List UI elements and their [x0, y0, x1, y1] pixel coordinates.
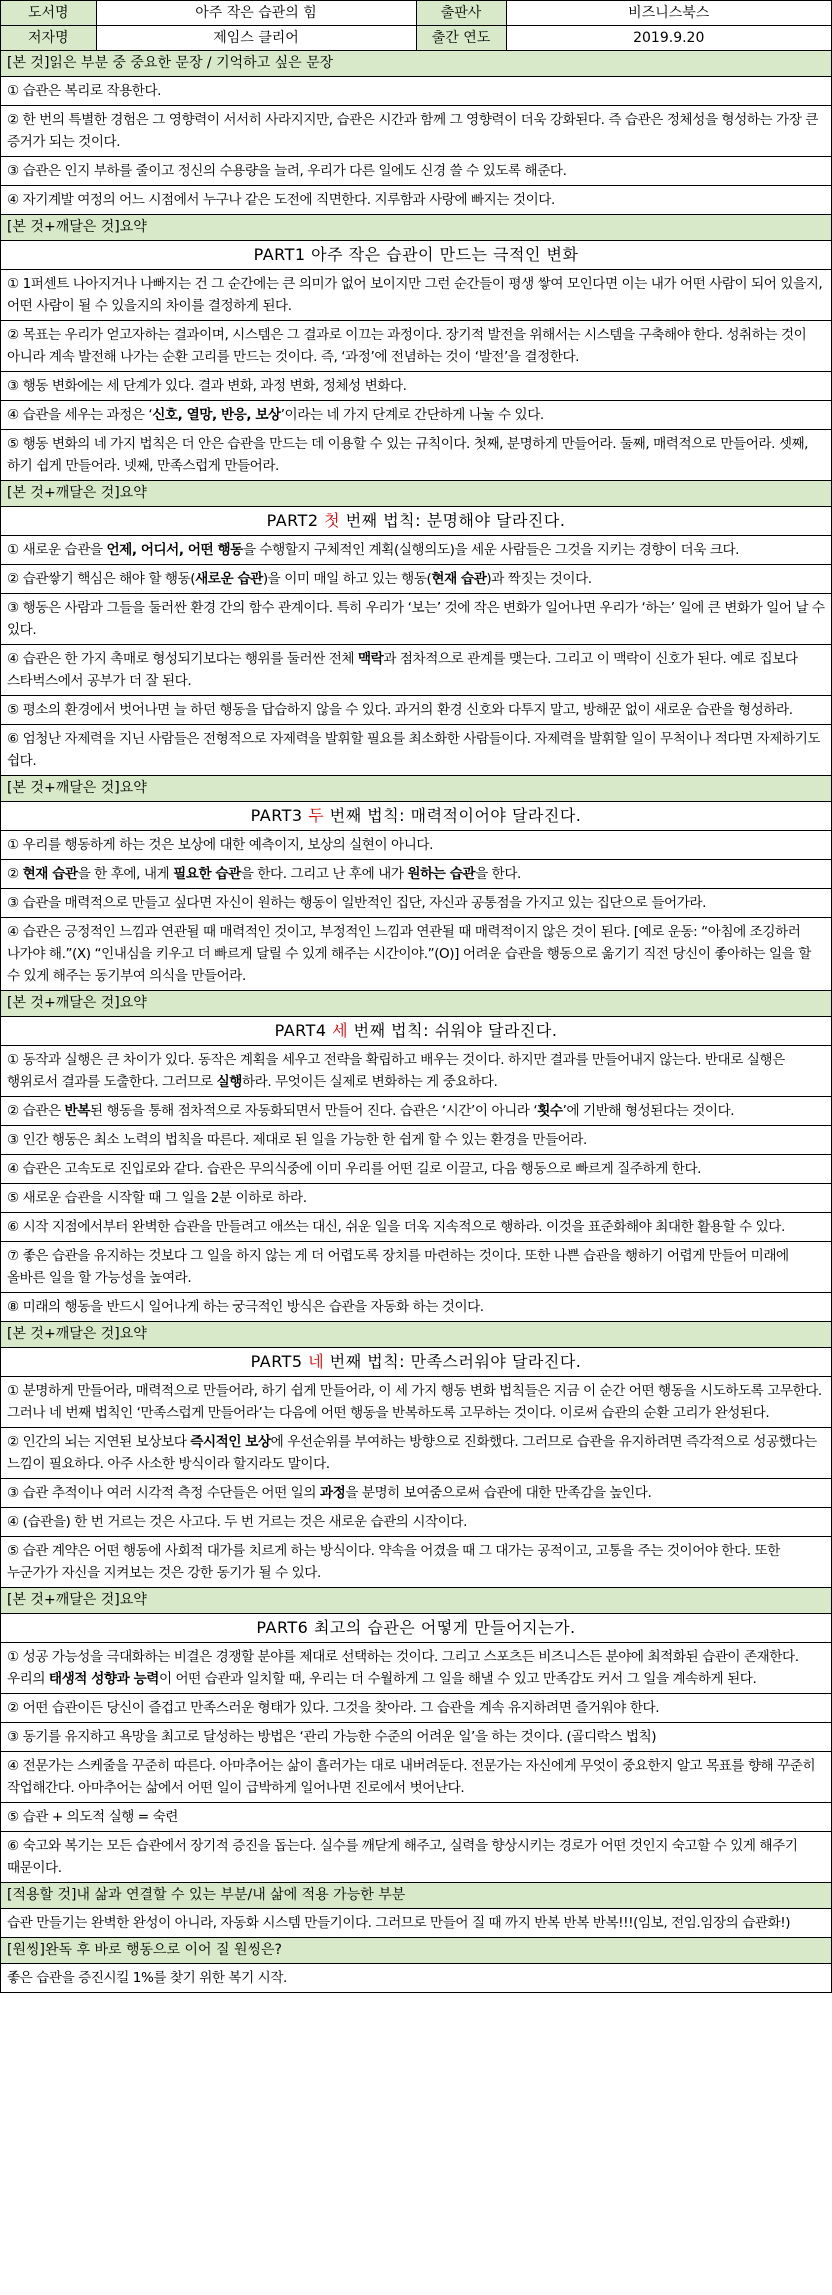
- list-item: ④ 습관은 고속도로 진입로와 같다. 습관은 무의식중에 이미 우리를 어떤 길로 이끌고, 다음 행동으로 빠르게 질주하게 한다.: [1, 1155, 831, 1184]
- section-header-summary: [본 것+깨달은 것]요약: [1, 481, 831, 507]
- item-text: 하라. 무엇이든 실제로 변화하는 게 중요하다.: [241, 1074, 498, 1090]
- title-text: 번째 법칙: 만족스러워야 달라진다.: [324, 1352, 582, 1371]
- list-item: [1, 1428, 831, 1479]
- section-header-summary: [본 것+깨달은 것]요약: [1, 1588, 831, 1614]
- item-emphasis: 태생적 성향과 능력: [48, 1671, 159, 1687]
- list-item: ① 분명하게 만들어라, 매력적으로 만들어라, 하기 쉽게 만들어라, 이 세 가지 행동 변화 법칙들은 지금 이 순간 어떤 행동을 시도하도록 고무한다. 그러나 네 번째 법칙인 ‘만족스럽게 만들어라’는 다음에 어떤 행동을 반복하도록 고무하는 것이다. 이로써 습관의 순환 고리가 완성된다.: [1, 1377, 831, 1428]
- item-emphasis: 새로운 습관: [195, 571, 263, 587]
- list-item: ① 우리를 행동하게 하는 것은 보상에 대한 예측이지, 보상의 실현이 아니다.: [1, 831, 831, 860]
- item-text: ’에 기반해 형성된다는 것이다.: [562, 1103, 735, 1119]
- item-text: 을 한 후에, 내게: [77, 866, 174, 882]
- publisher-label: 출판사: [416, 1, 506, 26]
- title-text: PART3: [250, 806, 309, 825]
- list-item: [1, 645, 831, 696]
- list-item: [1, 401, 831, 430]
- item-text: 에 우선순위를 부여하는 방향으로 진화했다. 그러므로 습관을 유지하려면 즉각적으로 성공했다는 느낌이 필요하다. 아주 사소한 방식이라 할지라도 말이다.: [7, 1434, 817, 1472]
- list-item: ② 한 번의 특별한 경험은 그 영향력이 서서히 사라지지만, 습관은 시간과 함께 그 영향력이 더욱 강화된다. 즉 습관은 정체성을 형성하는 가장 큰 증거가 되는 것이다.: [1, 106, 831, 157]
- list-item: ⑤ 습관 + 의도적 실행 = 숙련: [1, 1803, 831, 1832]
- item-emphasis: 신호, 열망, 반응, 보상: [152, 407, 281, 423]
- list-item: ⑥ 시작 지점에서부터 완벽한 습관을 만들려고 애쓰는 대신, 쉬운 일을 더욱 지속적으로 행하라. 이것을 표준화해야 최대한 활용할 수 있다.: [1, 1213, 831, 1242]
- item-text: ① 동작과 실행은 큰 차이가 있다. 동작은 계획을 세우고 전략을 확립하고 배우는 것이다. 하지만 결과를 만들어내지 않는다. 반대로 실행은 행위로서 결과를 도출한다. 그러므로: [7, 1052, 785, 1090]
- item-text: 이 어떤 습관과 일치할 때, 우리는 더 수월하게 그 일을 해낼 수 있고 만족감도 커서 그 일을 계속하게 된다.: [158, 1671, 757, 1687]
- item-emphasis: 반복: [64, 1103, 90, 1119]
- list-item: ③ 행동은 사람과 그들을 둘러싼 환경 간의 함수 관계이다. 특히 우리가 ‘보는’ 것에 작은 변화가 일어나면 우리가 ‘하는’ 일에 큰 변화가 일어 날 수 있다.: [1, 594, 831, 645]
- list-item: ② 목표는 우리가 얻고자하는 결과이며, 시스템은 그 결과로 이끄는 과정이다. 장기적 발전을 위해서는 시스템을 구축해야 한다. 성취하는 것이 아니라 계속 발전해 나가는 순환 고리를 만드는 것이다. 즉, ‘과정’에 전념하는 것이 ‘발전’을 결정한다.: [1, 321, 831, 372]
- item-text: ① 성공 가능성을 극대화하는 비결은 경쟁할 분야를 제대로 선택하는 것이다. 그리고 스포츠든 비즈니스든 분야에 최적화된 습관이 존재한다. 우리의: [7, 1649, 799, 1687]
- book-info-row: [1, 1, 831, 26]
- section-header-summary: [본 것+깨달은 것]요약: [1, 1322, 831, 1348]
- item-emphasis: 현재 습관: [22, 866, 78, 882]
- list-item: ③ 습관은 인지 부하를 줄이고 정신의 수용량을 늘려, 우리가 다른 일에도 신경 쓸 수 있도록 해준다.: [1, 157, 831, 186]
- list-item: ③ 동기를 유지하고 욕망을 최고로 달성하는 방법은 ‘관리 가능한 수준의 어려운 일’을 하는 것이다. (골디락스 법칙): [1, 1723, 831, 1752]
- section-header-key-sentences: [본 것]읽은 부분 중 중요한 문장 / 기억하고 싶은 문장: [1, 51, 831, 77]
- item-text: ③ 습관 추적이나 여러 시각적 측정 수단들은 어떤 일의: [7, 1485, 320, 1501]
- item-emphasis: 현재 습관: [431, 571, 487, 587]
- list-item: [1, 565, 831, 594]
- list-item: [1, 536, 831, 565]
- part1-title: PART1 아주 작은 습관이 만드는 극적인 변화: [1, 241, 831, 270]
- item-text: ②: [7, 866, 23, 882]
- item-emphasis: 과정: [319, 1485, 346, 1501]
- item-text: ① 새로운 습관을: [7, 542, 107, 558]
- item-text: ④ 습관을 세우는 과정은 ‘: [7, 407, 153, 423]
- title-text: 번째 법칙: 분명해야 달라진다.: [340, 511, 566, 530]
- list-item: ③ 습관을 매력적으로 만들고 싶다면 자신이 원하는 행동이 일반적인 집단, 자신과 공통점을 가지고 있는 집단으로 들어가라.: [1, 889, 831, 918]
- item-text: 된 행동을 통해 점차적으로 자동화되면서 만들어 진다. 습관은 ‘시간’이 아니라 ‘: [89, 1103, 538, 1119]
- book-title: 아주 작은 습관의 힘: [96, 1, 416, 26]
- list-item: ④ (습관을) 한 번 거르는 것은 사고다. 두 번 거르는 것은 새로운 습관의 시작이다.: [1, 1508, 831, 1537]
- list-item: ① 습관은 복리로 작용한다.: [1, 77, 831, 106]
- list-item: ④ 자기계발 여정의 어느 시점에서 누구나 같은 도전에 직면한다. 지루함과 사랑에 빠지는 것이다.: [1, 186, 831, 215]
- item-emphasis: 즉시적인 보상: [190, 1434, 271, 1450]
- item-text: )을 이미 매일 하고 있는 행동(: [262, 571, 432, 587]
- year-value: 2019.9.20: [506, 26, 831, 51]
- item-emphasis: 실행: [216, 1074, 242, 1090]
- section-header-summary: [본 것+깨달은 것]요약: [1, 991, 831, 1017]
- section-header-summary: [본 것+깨달은 것]요약: [1, 215, 831, 241]
- list-item: ④ 습관은 긍정적인 느낌과 연관될 때 매력적인 것이고, 부정적인 느낌과 연관될 때 매력적이지 않은 것이 된다. [예로 운동: “아침에 조깅하러 나가야 해.”(X) “인내심을 키우고 더 빠르게 달릴 수 있게 해주는 시간이야.”(O)] 어려운 습관을 행동으로 옮기기 직전 당신이 좋아하는 일을 할 수 있게 해주는 동기부여 의식을 만들어라.: [1, 918, 831, 991]
- one-thing-text: 좋은 습관을 증진시킬 1%를 찾기 위한 복기 시작.: [1, 1964, 831, 1993]
- item-text: ④ 습관은 한 가지 촉매로 형성되기보다는 행위를 둘러싼 전체: [7, 651, 358, 667]
- title-ordinal: 두: [308, 806, 325, 825]
- title-text: PART2: [266, 511, 325, 530]
- item-text: 을 분명히 보여줌으로써 습관에 대한 만족감을 높인다.: [345, 1485, 652, 1501]
- title-text: 번째 법칙: 쉬워야 달라진다.: [348, 1021, 558, 1040]
- item-emphasis: 횟수: [537, 1103, 563, 1119]
- list-item: ⑤ 새로운 습관을 시작할 때 그 일을 2분 이하로 하라.: [1, 1184, 831, 1213]
- year-label: 출간 연도: [416, 26, 506, 51]
- list-item: [1, 860, 831, 889]
- title-ordinal: 첫: [324, 511, 341, 530]
- item-text: ② 습관쌓기 핵심은 해야 할 행동(: [7, 571, 196, 587]
- list-item: [1, 1097, 831, 1126]
- author-label: 저자명: [1, 26, 96, 51]
- list-item: ④ 전문가는 스케줄을 꾸준히 따른다. 아마추어는 삶이 흘러가는 대로 내버려둔다. 전문가는 자신에게 무엇이 중요한지 알고 목표를 향해 꾸준히 작업해간다. 아마추어는 삶에서 어떤 일이 급박하게 일어나면 진로에서 벗어난다.: [1, 1752, 831, 1803]
- list-item: ⑤ 행동 변화의 네 가지 법칙은 더 안은 습관을 만드는 데 이용할 수 있는 규칙이다. 첫째, 분명하게 만들어라. 둘째, 매력적으로 만들어라. 셋째, 하기 쉽게 만들어라. 넷째, 만족스럽게 만들어라.: [1, 430, 831, 481]
- list-item: ③ 행동 변화에는 세 단계가 있다. 결과 변화, 과정 변화, 정체성 변화다.: [1, 372, 831, 401]
- apply-text: 습관 만들기는 완벽한 완성이 아니라, 자동화 시스템 만들기이다. 그러므로 만들어 질 때 까지 반복 반복 반복!!!(임보, 전임.임장의 습관화!): [1, 1909, 831, 1938]
- title-text: PART4: [274, 1021, 333, 1040]
- list-item: [1, 1479, 831, 1508]
- item-emphasis: 언제, 어디서, 어떤 행동: [106, 542, 243, 558]
- part2-title: [1, 507, 831, 536]
- list-item: ② 어떤 습관이든 당신이 즐겁고 만족스러운 형태가 있다. 그것을 찾아라. 그 습관을 계속 유지하려면 즐거워야 한다.: [1, 1694, 831, 1723]
- list-item: ⑤ 습관 계약은 어떤 행동에 사회적 대가를 치르게 하는 방식이다. 약속을 어겼을 때 그 대가는 공적이고, 고통을 주는 것이어야 한다. 또한 누군가가 자신을 지켜보는 것은 강한 동기가 될 수 있다.: [1, 1537, 831, 1588]
- list-item: ⑧ 미래의 행동을 반드시 일어나게 하는 궁극적인 방식은 습관을 자동화 하는 것이다.: [1, 1293, 831, 1322]
- title-label: 도서명: [1, 1, 96, 26]
- list-item: ⑤ 평소의 환경에서 벗어나면 늘 하던 행동을 답습하지 않을 수 있다. 과거의 환경 신호와 다투지 말고, 방해꾼 없이 새로운 습관을 형성하라.: [1, 696, 831, 725]
- title-ordinal: 세: [332, 1021, 349, 1040]
- section-header-apply: [적용할 것]내 삶과 연결할 수 있는 부분/내 삶에 적용 가능한 부분: [1, 1883, 831, 1909]
- part6-title: PART6 최고의 습관은 어떻게 만들어지는가.: [1, 1614, 831, 1643]
- item-text: 을 수행할지 구체적인 계획(실행의도)을 세운 사람들은 그것을 지키는 경향이 더욱 크다.: [242, 542, 740, 558]
- list-item: [1, 1643, 831, 1694]
- title-text: 번째 법칙: 매력적이어야 달라진다.: [324, 806, 582, 825]
- publisher-value: 비즈니스북스: [506, 1, 831, 26]
- title-ordinal: 네: [308, 1352, 325, 1371]
- item-text: ② 인간의 뇌는 지연된 보상보다: [7, 1434, 191, 1450]
- section-header-summary: [본 것+깨달은 것]요약: [1, 776, 831, 802]
- item-text: 을 한다. 그리고 난 후에 내가: [240, 866, 408, 882]
- list-item: [1, 1046, 831, 1097]
- list-item: ⑥ 엄청난 자제력을 지닌 사람들은 전형적으로 자제력을 발휘할 필요를 최소화한 사람들이다. 자제력을 발휘할 일이 무척이나 적다면 자제하기도 쉽다.: [1, 725, 831, 776]
- list-item: ① 1퍼센트 나아지거나 나빠지는 건 그 순간에는 큰 의미가 없어 보이지만 그런 순간들이 평생 쌓여 모인다면 이는 내가 어떤 사람이 되어 있을지, 어떤 사람이 될 수 있을지의 차이를 결정하게 된다.: [1, 270, 831, 321]
- title-text: PART5: [250, 1352, 309, 1371]
- list-item: ③ 인간 행동은 최소 노력의 법칙을 따른다. 제대로 된 일을 가능한 한 쉽게 할 수 있는 환경을 만들어라.: [1, 1126, 831, 1155]
- item-emphasis: 필요한 습관: [173, 866, 241, 882]
- section-header-one-thing: [원씽]완독 후 바로 행동으로 이어 질 원씽은?: [1, 1938, 831, 1964]
- author-value: 제임스 클리어: [96, 26, 416, 51]
- item-text: ② 습관은: [7, 1103, 65, 1119]
- item-text: ’이라는 네 가지 단계로 간단하게 나눌 수 있다.: [280, 407, 544, 423]
- book-info-row: [1, 26, 831, 51]
- item-emphasis: 원하는 습관: [407, 866, 476, 882]
- part3-title: [1, 802, 831, 831]
- item-text: )과 짝짓는 것이다.: [486, 571, 592, 587]
- part4-title: [1, 1017, 831, 1046]
- item-text: 을 한다.: [475, 866, 521, 882]
- item-emphasis: 맥락: [357, 651, 384, 667]
- item-text: 과 점차적으로 관계를 맺는다. 그리고 이 맥락이 신호가 된다. 예로 집보다 스타벅스에서 공부가 더 잘 된다.: [7, 651, 798, 689]
- book-info-table: [1, 1, 831, 51]
- list-item: ⑦ 좋은 습관을 유지하는 것보다 그 일을 하지 않는 게 더 어렵도록 장치를 마련하는 것이다. 또한 나쁜 습관을 행하기 어렵게 만들어 미래에 올바른 일을 할 가능성을 높여라.: [1, 1242, 831, 1293]
- part5-title: [1, 1348, 831, 1377]
- list-item: ⑥ 숙고와 복기는 모든 습관에서 장기적 증진을 돕는다. 실수를 깨닫게 해주고, 실력을 향상시키는 경로가 어떤 것인지 숙고할 수 있게 해주기 때문이다.: [1, 1832, 831, 1883]
